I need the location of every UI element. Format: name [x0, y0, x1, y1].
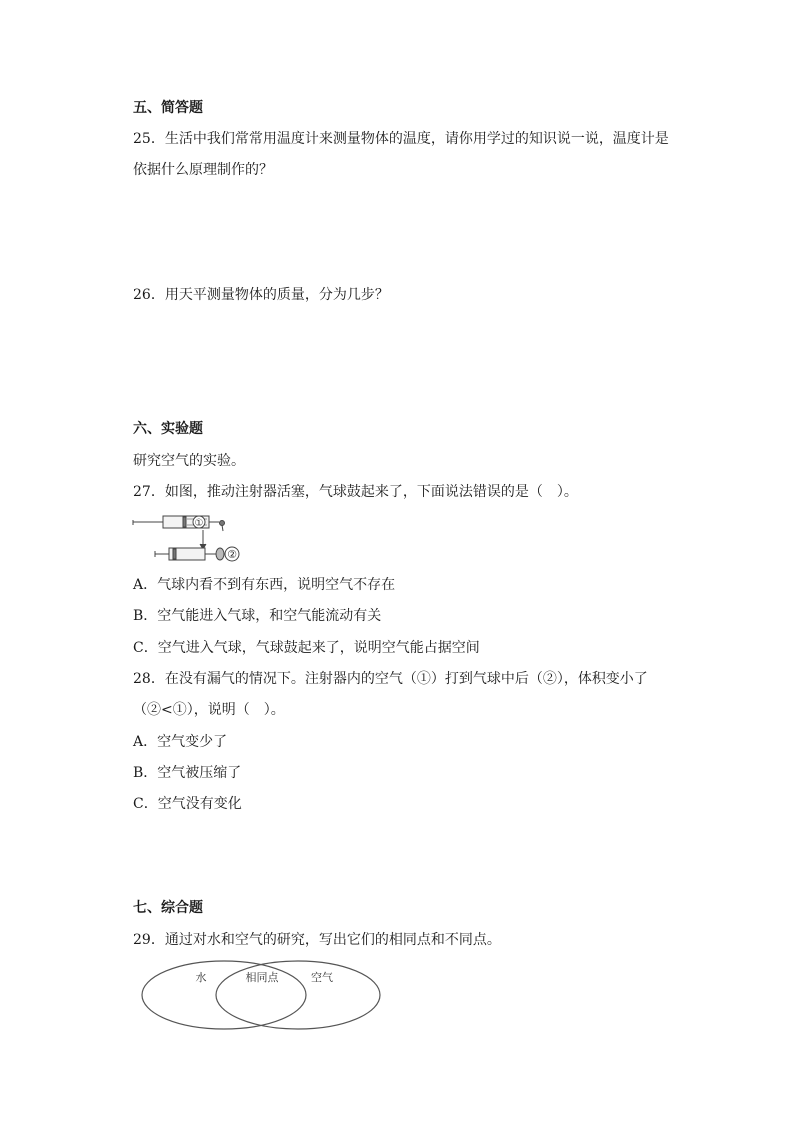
- question-28-line-1: 28．在没有漏气的情况下。注射器内的空气（①）打到气球中后（②），体积变小了: [133, 671, 648, 687]
- question-28-option-b: B．空气被压缩了: [133, 765, 242, 781]
- question-25-line-1: 25．生活中我们常常用温度计来测量物体的温度，请你用学过的知识说一说，温度计是: [133, 131, 669, 147]
- section-heading-5: 五、简答题: [133, 100, 203, 116]
- question-27-option-a: A．气球内看不到有东西，说明空气不存在: [133, 577, 396, 593]
- question-27-option-c: C．空气进入气球，气球鼓起来了，说明空气能占据空间: [133, 640, 480, 656]
- question-27-option-b: B．空气能进入气球，和空气能流动有关: [133, 608, 382, 624]
- section-heading-7: 七、综合题: [133, 900, 203, 916]
- venn-diagram: [138, 958, 384, 1032]
- experiment-intro: 研究空气的实验。: [133, 453, 245, 469]
- question-28-option-a: A．空气变少了: [133, 734, 228, 750]
- question-28-option-c: C．空气没有变化: [133, 796, 242, 812]
- question-28-line-2: （②<①），说明（ ）。: [133, 702, 285, 718]
- syringe-balloon-figure: [131, 510, 243, 566]
- figure-label-2: ②: [227, 548, 237, 561]
- question-29-text: 29．通过对水和空气的研究，写出它们的相同点和不同点。: [133, 932, 501, 948]
- question-26-text: 26．用天平测量物体的质量，分为几步？: [133, 287, 389, 303]
- section-heading-6: 六、实验题: [133, 421, 203, 437]
- venn-label-air: 空气: [311, 971, 333, 984]
- venn-label-water: 水: [195, 971, 207, 984]
- venn-label-common: 相同点: [245, 971, 279, 984]
- question-27-text: 27．如图，推动注射器活塞，气球鼓起来了，下面说法错误的是（ ）。: [133, 484, 578, 500]
- question-25-line-2: 依据什么原理制作的？: [133, 162, 273, 178]
- figure-label-1: ①: [194, 518, 204, 529]
